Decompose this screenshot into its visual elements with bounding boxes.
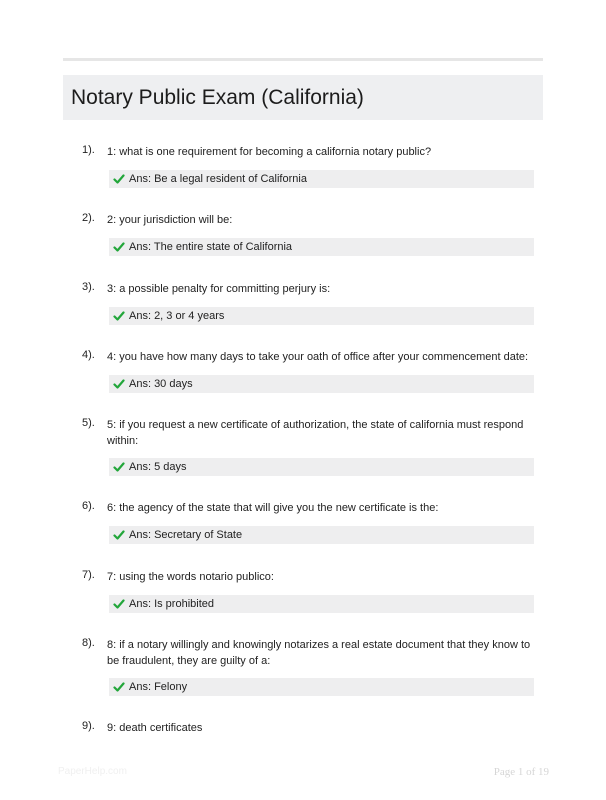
question-text: 4: you have how many days to take your oath of office after your commencement date: <box>107 351 529 363</box>
question-text: 2: your jurisdiction will be: <box>107 214 233 226</box>
answer-text: Ans: Be a legal resident of California <box>129 173 307 185</box>
answer-box <box>109 526 534 544</box>
question-number: 7). <box>82 569 95 581</box>
question-number: 9). <box>82 720 95 732</box>
question-text: 1: what is one requirement for becoming a california notary public? <box>107 146 432 158</box>
page-title: Notary Public Exam (California) <box>71 85 364 109</box>
answer-text: Ans: Secretary of State <box>129 529 243 541</box>
title-banner <box>63 75 543 120</box>
question-text: 8: if a notary willingly and knowingly notarizes a real estate document that they know to be fraudulent, they are guilty of a: <box>107 639 531 667</box>
check-icon <box>113 598 125 610</box>
answer-text: Ans: The entire state of California <box>129 241 293 253</box>
answer-box <box>109 595 534 613</box>
answer-box <box>109 307 534 325</box>
top-divider <box>63 58 543 61</box>
answer-box <box>109 375 534 393</box>
question-number: 3). <box>82 281 95 293</box>
question-number: 4). <box>82 349 95 361</box>
check-icon <box>113 529 125 541</box>
question-number: 5). <box>82 417 95 429</box>
question-text: 3: a possible penalty for committing perjury is: <box>107 283 331 295</box>
question-number: 8). <box>82 637 95 649</box>
answer-box <box>109 170 534 188</box>
question-number: 1). <box>82 144 95 156</box>
question-number: 2). <box>82 212 95 224</box>
check-icon <box>113 378 125 390</box>
check-icon <box>113 241 125 253</box>
check-icon <box>113 681 125 693</box>
answer-box <box>109 238 534 256</box>
question-text: 7: using the words notario publico: <box>107 571 274 583</box>
question-text: 9: death certificates <box>107 722 203 734</box>
check-icon <box>113 461 125 473</box>
answer-text: Ans: 30 days <box>129 378 193 390</box>
footer-watermark: PaperHelp.com <box>58 766 127 777</box>
answer-box <box>109 678 534 696</box>
answer-text: Ans: Is prohibited <box>129 598 214 610</box>
question-text: 5: if you request a new certificate of authorization, the state of california must respond within: <box>107 419 524 447</box>
check-icon <box>113 173 125 185</box>
answer-text: Ans: 5 days <box>129 461 187 473</box>
page-indicator: Page 1 of 19 <box>493 766 549 778</box>
check-icon <box>113 310 125 322</box>
question-text: 6: the agency of the state that will give you the new certificate is the: <box>107 502 439 514</box>
answer-text: Ans: Felony <box>129 681 188 693</box>
answer-text: Ans: 2, 3 or 4 years <box>129 310 225 322</box>
question-number: 6). <box>82 500 95 512</box>
answer-box <box>109 458 534 476</box>
